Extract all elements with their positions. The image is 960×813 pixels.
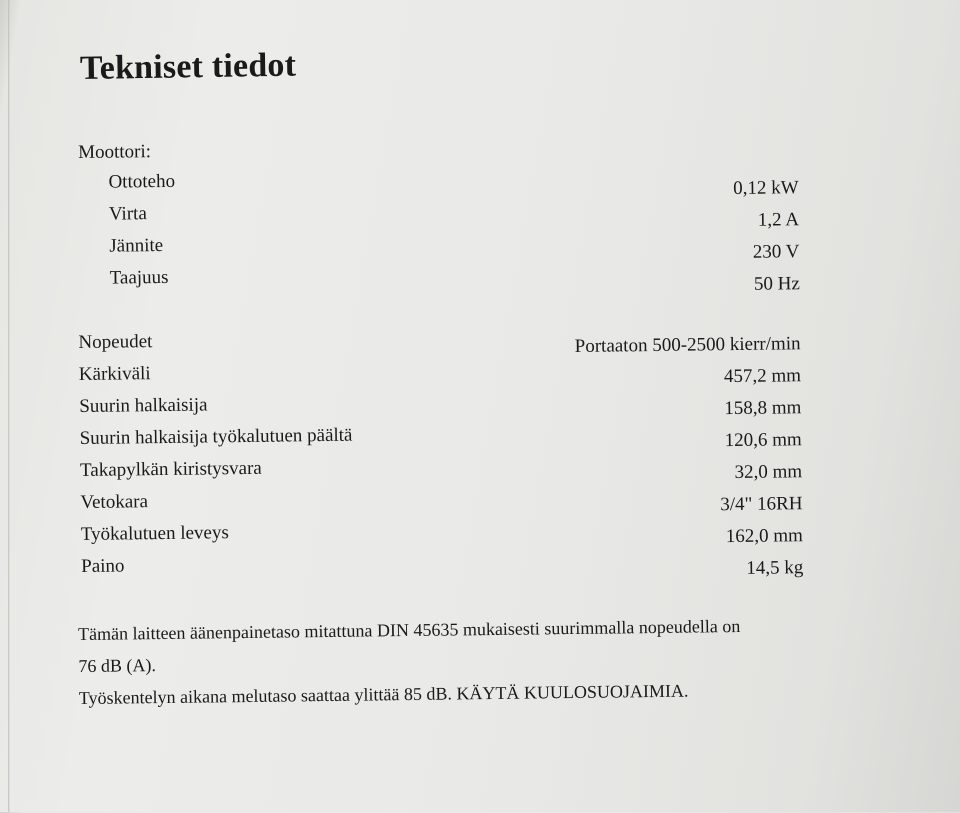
spec-value-tailstock-travel: 32,0 mm xyxy=(734,461,803,484)
spec-value-max-diameter: 158,8 mm xyxy=(724,397,802,420)
page-title: Tekniset tiedot xyxy=(79,46,297,87)
motor-value-current: 1,2 A xyxy=(757,209,800,231)
noise-note-line-2: 76 dB (A). xyxy=(78,655,157,677)
spec-label-tailstock-travel: Takapylkän kiristysvara xyxy=(79,457,262,482)
spec-label-center-distance: Kärkiväli xyxy=(78,363,151,386)
motor-label-voltage: Jännite xyxy=(109,234,164,257)
spec-value-weight: 14,5 kg xyxy=(746,557,804,579)
spec-label-speeds: Nopeudet xyxy=(78,331,153,354)
spec-label-max-diameter-over-rest: Suurin halkaisija työkalutuen päältä xyxy=(79,424,353,450)
motor-value-power: 0,12 kW xyxy=(733,177,799,200)
noise-note-line-1: Tämän laitteen äänenpainetaso mitattuna DIN 45635 mukaisesti suurimmalla nopeudella on xyxy=(77,615,741,645)
spec-value-max-diameter-over-rest: 120,6 mm xyxy=(724,429,802,452)
motor-heading: Moottori: xyxy=(78,141,152,164)
spec-label-tool-rest-width: Työkalutuen leveys xyxy=(80,522,229,546)
noise-warning: Työskentelyn aikana melutaso saattaa ylittää 85 dB. KÄYTÄ KUULOSUOJAIMIA. xyxy=(78,680,689,709)
spec-label-weight: Paino xyxy=(81,555,125,578)
spec-value-speeds: Portaaton 500-2500 kierr/min xyxy=(574,333,801,357)
spec-value-tool-rest-width: 162,0 mm xyxy=(725,525,804,548)
motor-value-voltage: 230 V xyxy=(752,241,800,263)
spec-value-spindle-thread: 3/4" 16RH xyxy=(720,493,803,516)
spec-label-max-diameter: Suurin halkaisija xyxy=(79,394,208,418)
spec-label-spindle-thread: Vetokara xyxy=(80,491,149,514)
motor-label-current: Virta xyxy=(108,203,147,225)
motor-label-power: Ottoteho xyxy=(108,170,176,193)
motor-value-frequency: 50 Hz xyxy=(753,273,800,295)
spec-value-center-distance: 457,2 mm xyxy=(723,365,802,388)
motor-label-frequency: Taajuus xyxy=(109,266,169,289)
